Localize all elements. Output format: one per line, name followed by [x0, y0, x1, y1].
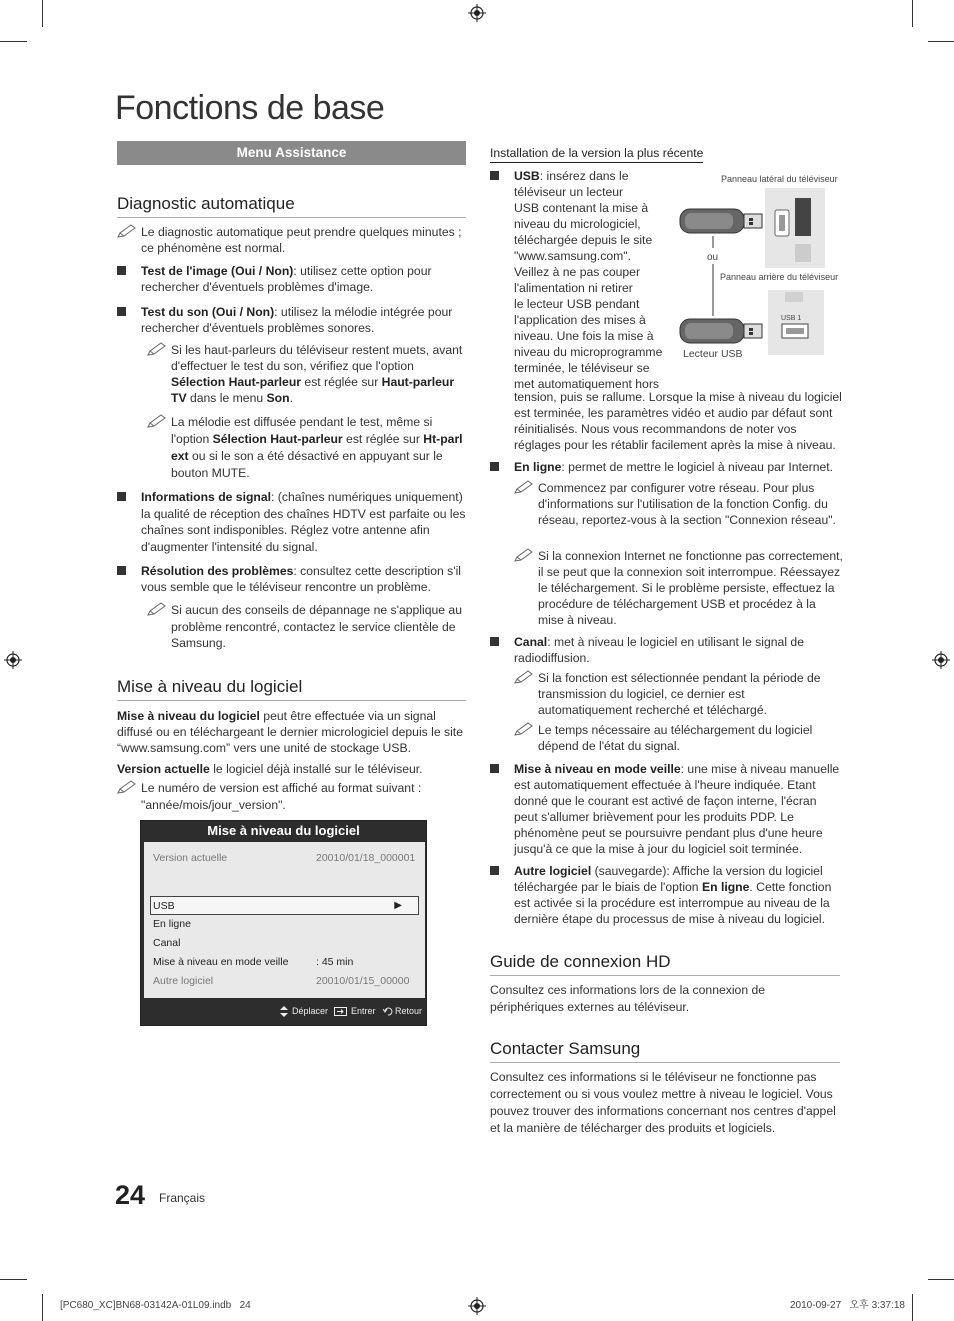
note-term: Sélection Haut-parleur — [212, 432, 343, 446]
footer-file: [PC680_XC]BN68-03142A-01L09.indb 24 — [60, 1300, 251, 1311]
paragraph-term: Mise à niveau du logiciel — [117, 709, 260, 723]
bullet — [490, 171, 499, 180]
item-text: l'application des mises à — [514, 313, 646, 327]
pencil-note-icon — [117, 780, 137, 794]
note-text: est réglée sur — [301, 375, 382, 389]
item-text: met automatiquement hors — [514, 377, 659, 391]
list-item — [117, 489, 467, 556]
item-text: : une mise à niveau manuelle est automatiquement effectuée à l'heure indiquée. Etant donné que le courant est activé de façon interne, l'écran peut s'allumer brièvement pour les produits PDP. Le phénomène peut se poursuivre pendant plus d'une heure jusqu'à ce que la mise à jour du logiciel soit terminée. — [514, 762, 840, 856]
list-item — [490, 634, 820, 666]
item-term: Résolution des problèmes — [141, 564, 294, 578]
osd-menu-item-standby[interactable]: Mise à niveau en mode veille — [153, 956, 289, 968]
note — [147, 414, 467, 482]
usb-connection-figure — [675, 170, 845, 365]
note-text: est réglée sur — [342, 432, 424, 446]
enter-icon — [334, 1007, 347, 1016]
note-text: . — [289, 391, 293, 405]
item-term: Informations de signal — [141, 490, 272, 504]
note-text: ou si le son a été désactivé en appuyant sur le bouton — [171, 449, 443, 480]
note-text: Le temps nécessaire au téléchargement du logiciel dépend de l'état du signal. — [538, 723, 813, 753]
crop-mark — [42, 1294, 43, 1321]
pencil-note-icon — [514, 722, 534, 736]
item-text: (sauvegarde): Affiche la version du logiciel téléchargée par le biais de l'option — [514, 864, 823, 894]
usb-drive-icon — [679, 316, 769, 346]
note-text: Si aucun des conseils de dépannage ne s'applique au problème rencontré, contactez le service clientèle de Samsung. — [171, 603, 462, 651]
list-item — [117, 304, 467, 336]
note-text: . — [246, 466, 250, 480]
item-term: En ligne — [701, 880, 750, 894]
note-term: MUTE — [211, 466, 247, 480]
osd-version-value: 20010/01/18_000001 — [316, 852, 416, 864]
item-text: téléviseur un lecteur — [514, 185, 624, 199]
figure-label-side-panel: Panneau latéral du téléviseur — [721, 174, 838, 184]
note-text: Si les haut-parleurs du téléviseur restent muets, avant d'effectuer le test du son, vérifiez que l'option — [171, 343, 463, 373]
item-text: : consultez cette description s'il vous semble que le téléviseur rencontre un problème. — [141, 564, 461, 594]
crop-mark — [912, 0, 913, 27]
item-text: . Cette fonction est activée si la procédure est interrompue au niveau de la dernière étape du processus de mise à niveau du logiciel. — [514, 880, 832, 926]
bullet — [117, 492, 126, 501]
bullet — [117, 266, 126, 275]
paragraph-text: peut être effectuée via un signal diffusé ou en téléchargeant le dernier micrologiciel depuis le site “www.samsung.com” vers une unité de stockage USB. — [117, 709, 463, 755]
figure-label-usb-port: USB 1 — [781, 315, 802, 322]
registration-mark-icon — [468, 4, 486, 22]
item-text: "www.samsung.com". — [514, 249, 632, 263]
item-text: l'alimentation ni retirer — [514, 281, 633, 295]
paragraph-text: le logiciel déjà installé sur le téléviseur. — [209, 762, 423, 776]
note-text: Commencez par configurer votre réseau. Pour plus d'informations sur l'utilisation de la fonction Config. du réseau, reportez-vous à la section "Connexion réseau". — [538, 481, 836, 527]
item-text: : insérez dans le — [539, 169, 629, 183]
item-text: : utilisez la mélodie intégrée pour rechercher d'éventuels problèmes sonores. — [141, 305, 453, 335]
item-text: : met à niveau le logiciel en utilisant le signal de radiodiffusion. — [514, 635, 804, 665]
note-term: Sélection Haut-parleur — [171, 375, 302, 389]
osd-menu-item-other[interactable]: Autre logiciel — [153, 975, 214, 987]
bullet — [490, 637, 499, 646]
osd-other-value: 20010/01/15_00000 — [316, 975, 410, 987]
item-text: niveau du microprogramme — [514, 345, 663, 359]
bullet — [490, 866, 499, 875]
figure-label-rear-panel: Panneau arrière du téléviseur — [720, 272, 839, 282]
osd-usb-label: USB — [153, 900, 175, 912]
osd-hint-enter: Entrer — [351, 1006, 376, 1016]
item-text: niveau du micrologiciel, — [514, 217, 641, 231]
note-text: Si la fonction est sélectionnée pendant la période de transmission du logiciel, ce dernier est automatiquement recherché et téléchargé. — [538, 671, 821, 717]
item-text: terminée, le téléviseur se — [514, 361, 650, 375]
note — [514, 480, 844, 528]
osd-software-update-screen — [140, 820, 427, 1026]
item-term: Test de l'image (Oui / Non) — [141, 264, 294, 278]
note-text: dans le menu — [186, 391, 267, 405]
pencil-note-icon — [147, 414, 167, 428]
osd-menu-item-online[interactable]: En ligne — [153, 918, 191, 930]
registration-mark-icon — [4, 651, 22, 669]
note — [147, 342, 467, 406]
footer-language: Français — [159, 1191, 206, 1205]
item-term: En ligne — [514, 460, 562, 474]
item-term: Test du son (Oui / Non) — [141, 305, 275, 319]
note-term: Haut-parleur TV — [171, 375, 455, 405]
item-text: : (chaînes numériques uniquement) la qualité de réception des chaînes HDTV est parfaite ou les chaînes sont indisponibles. Réglez votre antenne afin d'augmenter l'intensité du signal. — [141, 490, 466, 555]
figure-label-usb-drive: Lecteur USB — [683, 348, 743, 360]
crop-mark — [42, 0, 43, 27]
item-term: Canal — [514, 635, 548, 649]
item-term: Autre logiciel — [514, 864, 592, 878]
note-text: Le diagnostic automatique peut prendre quelques minutes ; ce phénomène est normal. — [141, 225, 462, 255]
page-title: Fonctions de base — [115, 89, 385, 127]
osd-version-label: Version actuelle — [153, 852, 228, 864]
list-item — [490, 863, 842, 927]
note — [147, 602, 467, 652]
note — [117, 224, 467, 256]
osd-menu-item-canal[interactable]: Canal — [153, 937, 181, 949]
menu-banner: Menu Assistance — [117, 141, 466, 165]
item-text: : permet de mettre le logiciel à niveau par Internet. — [561, 460, 834, 474]
pencil-note-icon — [147, 602, 167, 616]
crop-mark — [912, 1294, 913, 1321]
bullet — [490, 764, 499, 773]
note — [514, 548, 844, 628]
osd-title: Mise à niveau du logiciel — [207, 823, 360, 838]
note — [117, 780, 467, 814]
paragraph — [117, 761, 467, 777]
pencil-note-icon — [147, 342, 167, 356]
item-text-continuation: tension, puis se rallume. Lorsque la mise à niveau du logiciel est terminée, les paramètres vidéo et audio par défaut sont réinitialisés. Nous vous recommandons de noter vos réglages pour les rétablir facilement après la mise à niveau. — [514, 390, 842, 452]
section-heading-diagnostic: Diagnostic automatique — [117, 193, 466, 218]
list-item — [490, 168, 690, 392]
footer-timestamp: 2010-09-27 오후 3:37:18 — [790, 1300, 905, 1311]
crop-mark — [0, 1279, 27, 1280]
item-term: USB — [514, 169, 540, 183]
figure-label-or: ou — [707, 252, 719, 263]
note — [514, 722, 829, 754]
item-term: Mise à niveau en mode veille — [514, 762, 681, 776]
paragraph — [117, 708, 467, 756]
paragraph: Consultez ces informations lors de la connexion de périphériques externes au téléviseur. — [490, 983, 766, 1014]
bullet — [490, 462, 499, 471]
item-text: le lecteur USB pendant — [514, 297, 640, 311]
registration-mark-icon — [468, 1297, 486, 1315]
paragraph-term: Version actuelle — [117, 762, 210, 776]
note-text: La mélodie est diffusée pendant le test, même si l'option — [171, 415, 433, 446]
list-item — [117, 263, 467, 295]
osd-hint-return: Retour — [395, 1006, 423, 1016]
pencil-note-icon — [514, 670, 534, 684]
pencil-note-icon — [514, 480, 534, 494]
item-text: téléchargée depuis le site — [514, 233, 653, 247]
install-heading: Installation de la version la plus récente — [490, 145, 703, 163]
crop-mark — [928, 41, 954, 42]
note-term: Son — [266, 391, 290, 405]
section-heading-contact: Contacter Samsung — [490, 1038, 840, 1063]
list-item — [490, 761, 842, 857]
osd-arrow-right-icon: ▶ — [394, 900, 402, 911]
bullet — [117, 566, 126, 575]
paragraph: Consultez ces informations si le téléviseur ne fonctionne pas correctement ou si vous voulez mettre à niveau le logiciel. Vous pouvez trouver des informations concernant nos centres d'appel et la manière de télécharger des produits et logiciels. — [490, 1070, 836, 1135]
pencil-note-icon — [514, 548, 534, 562]
item-text: Veillez à ne pas couper — [514, 265, 641, 279]
list-item — [117, 563, 467, 595]
note-text: Si la connexion Internet ne fonctionne pas correctement, il se peut que la connexion soit interrompue. Réessayez le téléchargement. Si le problème persiste, effectuez la procédure de téléchargement USB et procédez à la mise à niveau. — [538, 549, 843, 627]
list-item — [490, 459, 842, 475]
osd-standby-value: : 45 min — [316, 956, 354, 968]
return-icon — [383, 1007, 393, 1016]
registration-mark-icon — [932, 651, 950, 669]
note-term: Ht-parl ext — [171, 432, 463, 463]
pencil-note-icon — [117, 224, 137, 238]
osd-menu-item-usb[interactable] — [150, 896, 419, 915]
osd-panel — [144, 842, 425, 998]
crop-mark — [0, 41, 27, 42]
page-number: 24 — [115, 1180, 146, 1210]
item-text: niveau. Une fois la mise à — [514, 329, 654, 343]
note-text: Le numéro de version est affiché au format suivant : "année/mois/jour_version". — [141, 781, 422, 812]
section-heading-hd-guide: Guide de connexion HD — [490, 951, 840, 976]
item-text: : utilisez cette option pour rechercher d'éventuels problèmes d'image. — [141, 264, 432, 294]
crop-mark — [928, 1279, 954, 1280]
item-text: USB contenant la mise à — [514, 201, 649, 215]
move-arrows-icon — [280, 1006, 288, 1017]
section-heading-update: Mise à niveau du logiciel — [117, 676, 466, 701]
osd-hint-move: Déplacer — [292, 1006, 329, 1016]
bullet — [117, 307, 126, 316]
note — [514, 670, 829, 718]
